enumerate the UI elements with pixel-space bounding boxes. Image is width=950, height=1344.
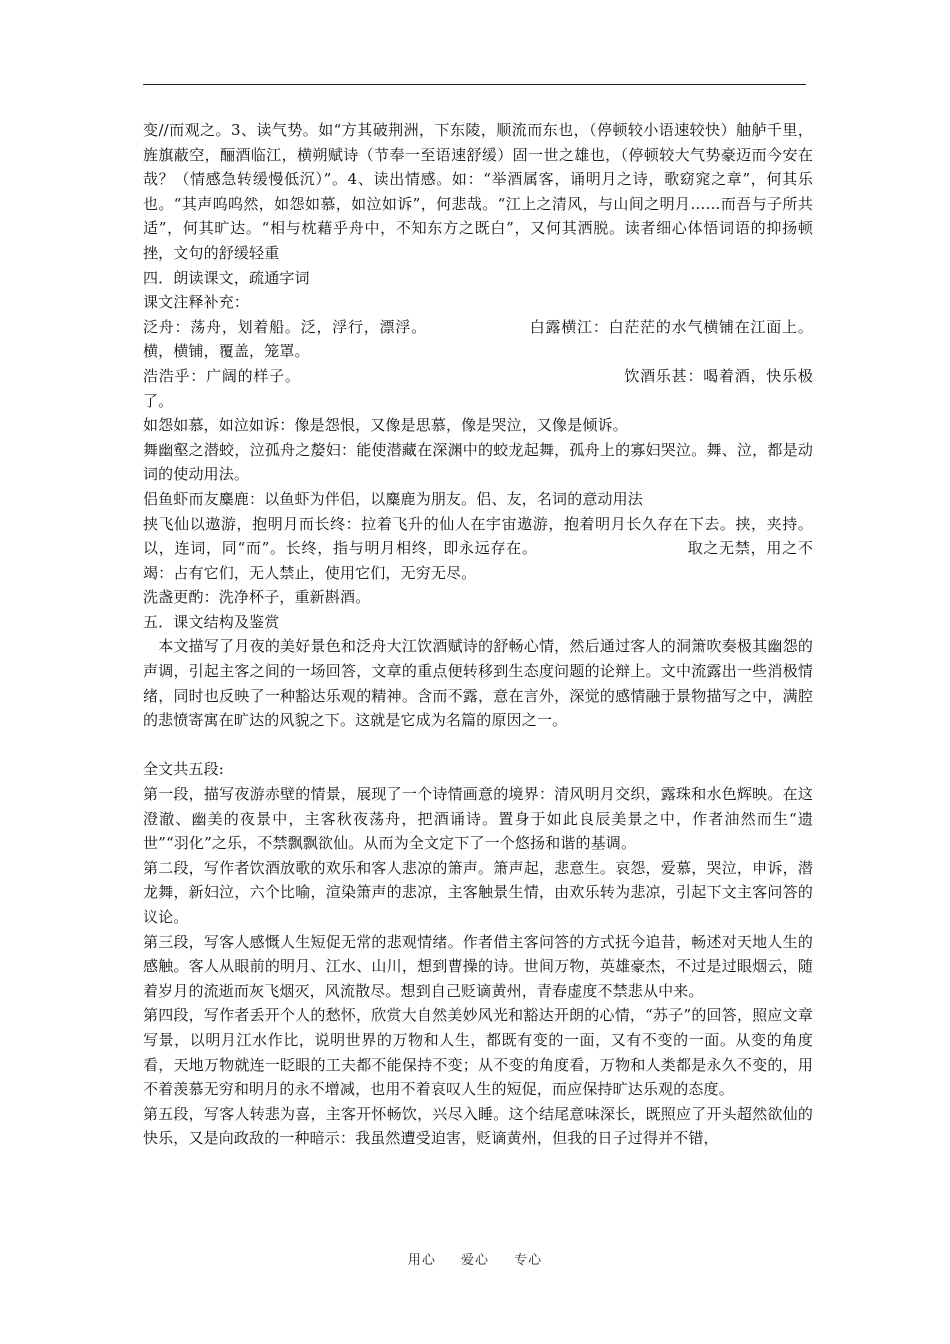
paragraph-appreciation: 本文描写了月夜的美好景色和泛舟大江饮酒赋诗的舒畅心情，然后通过客人的洞箫吹奏极其幽怨的声调，引起主客之间的一场回答，文章的重点便转移到生态度问题的论辩上。文中流露出一些消极情绪，同时也反映了一种豁达乐观的精神。含而不露，意在言外，深觉的感情融于景物描写之中，满腔的悲愤寄寓在旷达的风貌之下。这就是它成为名篇的原因之一。	[143, 637, 813, 730]
note-wuyouhe: 舞幽壑之潜蛟，泣孤舟之嫠妇：能使潜藏在深渊中的蛟龙起舞，孤舟上的寡妇哭泣。舞、泣，都是动词的使动用法。	[143, 440, 813, 484]
paragraph-reading-method: 变//而观之。3、读气势。如“方其破荆洲，下东陵，顺流而东也，（停顿较小语速较快）舳舻千里，旌旗蔽空，酾酒临江，横朔赋诗（节奉一至语速舒缓）固一世之雄也，（停顿较大气势豪迈而今安在哉？（情感急转缓慢低沉）”。4、读出情感。如：“举酒属客，诵明月之诗，歌窈窕之章”，何其乐也。“其声呜呜然，如怨如慕，如泣如诉”，何悲哉。“江上之清风，与山间之明月……而吾与子所共适”，何其旷达。“相与枕藉乎舟中，不知东方之既白”，又何其洒脱。读者细心体悟词语的抑扬顿挫，文句的舒缓轻重	[143, 121, 813, 262]
structure-heading: 全文共五段:	[143, 760, 224, 779]
footer-item: 专心	[514, 1253, 543, 1268]
section-heading-4: 四．朗读课文，疏通字词	[143, 268, 310, 287]
paragraph-section-5: 第五段，写客人转悲为喜，主客开怀畅饮，兴尽入睡。这个结尾意味深长，既照应了开头超然欲仙的快乐，又是向政敌的一种暗示：我虽然遭受迫害，贬谪黄州，但我的日子过得并不错，	[143, 1104, 813, 1148]
paragraph-section-3: 第三段，写客人感慨人生短促无常的悲观情绪。作者借主客问答的方式抚今追昔，畅述对天地人生的感触。客人从眼前的明月、江水、山川，想到曹操的诗。世间万物，英雄豪杰，不过是过眼烟云，随着岁月的流逝而灰飞烟灭，风流散尽。想到自己贬谪黄州，青春虚度不禁悲从中来。	[143, 932, 813, 1000]
note-xiefeixian: 挟飞仙以遨游，抱明月而长终：拉着飞升的仙人在宇宙遨游，抱着明月长久存在下去。挟，夹持。以，连词，同“而”。长终，指与明月相终，即永远存在。 取之无禁，用之不竭：占有它们，无人禁止，使用它们，无穷无尽。	[143, 514, 813, 582]
paragraph-section-4: 第四段，写作者丢开个人的愁怀，欣赏大自然美妙风光和豁达开朗的心情，“苏子”的回答，照应文章写景，以明月江水作比，说明世界的万物和人生，都既有变的一面，又有不变的一面。从变的角度看，天地万物就连一眨眼的工夫都不能保持不变；从不变的角度看，万物和人类都是永久不变的，用不着羡慕无穷和明月的永不增减，也用不着哀叹人生的短促，而应保持旷达乐观的态度。	[143, 1006, 813, 1099]
section-heading-5: 五．课文结构及鉴赏	[143, 612, 280, 631]
note-xizhan: 洗盏更酌：洗净杯子，重新斟酒。	[143, 588, 371, 607]
note-fanzhou: 泛舟：荡舟，划着船。泛，浮行，漂浮。 白露横江：白茫茫的水气横铺在江面上。横，横铺，覆盖，笼罩。	[143, 317, 813, 361]
note-haohao: 浩浩乎：广阔的样子。 饮酒乐甚：喝着酒，快乐极了。	[143, 366, 813, 410]
document-body	[143, 118, 813, 1151]
footer-item: 爱心	[460, 1253, 489, 1268]
blank-line	[143, 733, 813, 758]
header-rule	[143, 84, 806, 85]
page-footer	[0, 1249, 950, 1268]
notes-heading: 课文注释补充：	[143, 293, 250, 312]
paragraph-section-1: 第一段，描写夜游赤壁的情景，展现了一个诗情画意的境界：清风明月交织，露珠和水色辉映。在这澄澈、幽美的夜景中，主客秋夜荡舟，把酒诵诗。置身于如此良辰美景之中，作者油然而生“遗世”“羽化”之乐，不禁飘飘欲仙。从而为全文定下了一个悠扬和谐的基调。	[143, 785, 813, 853]
note-lvyuxia: 侣鱼虾而友麋鹿：以鱼虾为伴侣，以麋鹿为朋友。侣、友，名词的意动用法	[143, 489, 643, 508]
note-ruyuan: 如怨如慕，如泣如诉：像是怨恨，又像是思慕，像是哭泣，又像是倾诉。	[143, 416, 628, 435]
paragraph-section-2: 第二段，写作者饮酒放歌的欢乐和客人悲凉的箫声。箫声起，悲意生。哀怨，爱慕，哭泣，申诉，潜龙舞，新妇泣，六个比喻，渲染箫声的悲凉，主客触景生情，由欢乐转为悲凉，引起下文主客问答的议论。	[143, 858, 813, 926]
footer-item: 用心	[407, 1253, 436, 1268]
